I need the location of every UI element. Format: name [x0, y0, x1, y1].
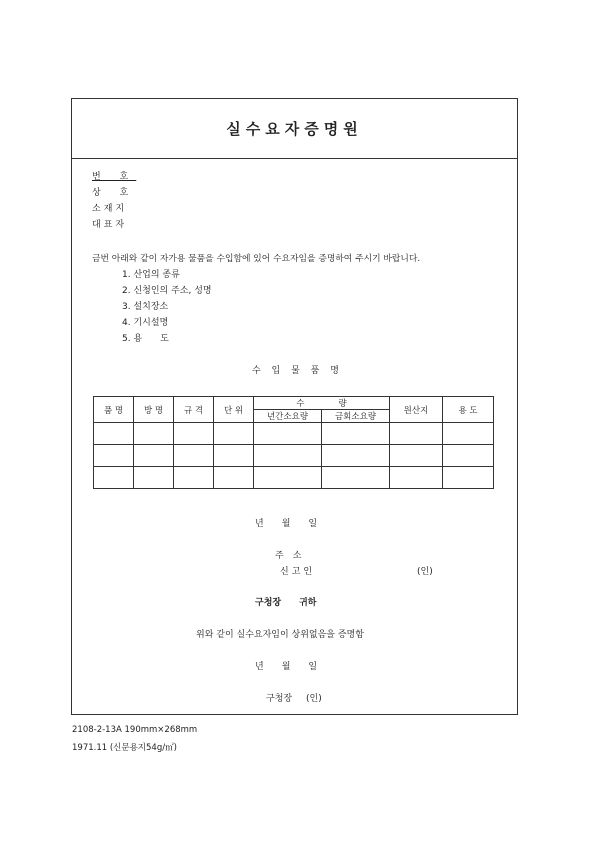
field-address: 소재지 — [92, 204, 128, 214]
table-cell — [254, 445, 322, 467]
table-cell — [134, 423, 174, 445]
list-item-3: 3. 설치장소 — [122, 302, 169, 312]
table-row — [94, 467, 494, 489]
table-cell — [134, 445, 174, 467]
table-cell — [254, 423, 322, 445]
seal-mark-2: (인) — [306, 694, 322, 704]
address-label: 주 소 — [275, 551, 302, 561]
field-representative: 대표자 — [92, 220, 128, 230]
table-caption: 수 입 물 품 명 — [252, 366, 343, 376]
header-origin: 원산지 — [390, 397, 443, 423]
table-cell — [390, 467, 443, 489]
list-item-2: 2. 신청인의 주소, 성명 — [122, 286, 212, 296]
table-cell — [174, 445, 214, 467]
header-unit: 단 위 — [214, 397, 254, 423]
list-item-4: 4. 기시설명 — [122, 318, 169, 328]
table-cell — [174, 467, 214, 489]
field-number: 번 호 — [92, 172, 137, 182]
date-line-2: 년 월 일 — [255, 662, 318, 672]
table-cell — [94, 445, 134, 467]
table-cell — [390, 423, 443, 445]
table-cell — [390, 445, 443, 467]
certify-text: 위와 같이 실수요자임이 상위없음을 증명함 — [196, 630, 364, 640]
table-row — [94, 445, 494, 467]
request-text: 금번 아래와 같이 자가용 물품을 수입함에 있어 수요자임을 증명하여 주시기 바랍니다. — [92, 254, 421, 264]
table-cell — [443, 467, 494, 489]
table-cell — [322, 423, 390, 445]
issuer: 구청장 — [266, 694, 293, 704]
table-cell — [214, 467, 254, 489]
table-cell — [443, 445, 494, 467]
header-method: 방 명 — [134, 397, 174, 423]
footer-paper: 1971.11 (신문용지54g/㎡) — [72, 743, 177, 753]
table-cell — [254, 467, 322, 489]
title-box — [72, 99, 517, 159]
table-cell — [214, 423, 254, 445]
header-current: 금회소요량 — [322, 410, 390, 423]
table-cell — [214, 445, 254, 467]
form-frame — [71, 98, 518, 715]
table-cell — [322, 445, 390, 467]
header-use: 용 도 — [443, 397, 494, 423]
seal-mark-1: (인) — [417, 567, 433, 577]
header-item-name: 품 명 — [94, 397, 134, 423]
footer-code: 2108-2-13A 190mm×268mm — [72, 725, 198, 735]
header-annual: 년간소요량 — [254, 410, 322, 423]
table-cell — [134, 467, 174, 489]
list-item-5: 5. 용 도 — [122, 334, 169, 344]
list-item-1: 1. 산업의 종류 — [122, 270, 180, 280]
applicant-label: 신고인 — [280, 567, 316, 577]
addressee: 구청장 귀하 — [255, 598, 317, 608]
table-row — [94, 423, 494, 445]
table-cell — [174, 423, 214, 445]
table-cell — [94, 423, 134, 445]
table-cell — [322, 467, 390, 489]
header-quantity: 수 량 — [254, 397, 390, 410]
field-company: 상 호 — [92, 188, 137, 198]
items-table — [93, 396, 494, 489]
form-title: 실수요자증명원 — [226, 120, 363, 138]
header-spec: 규 격 — [174, 397, 214, 423]
table-cell — [94, 467, 134, 489]
table-cell — [443, 423, 494, 445]
date-line-1: 년 월 일 — [255, 519, 318, 529]
